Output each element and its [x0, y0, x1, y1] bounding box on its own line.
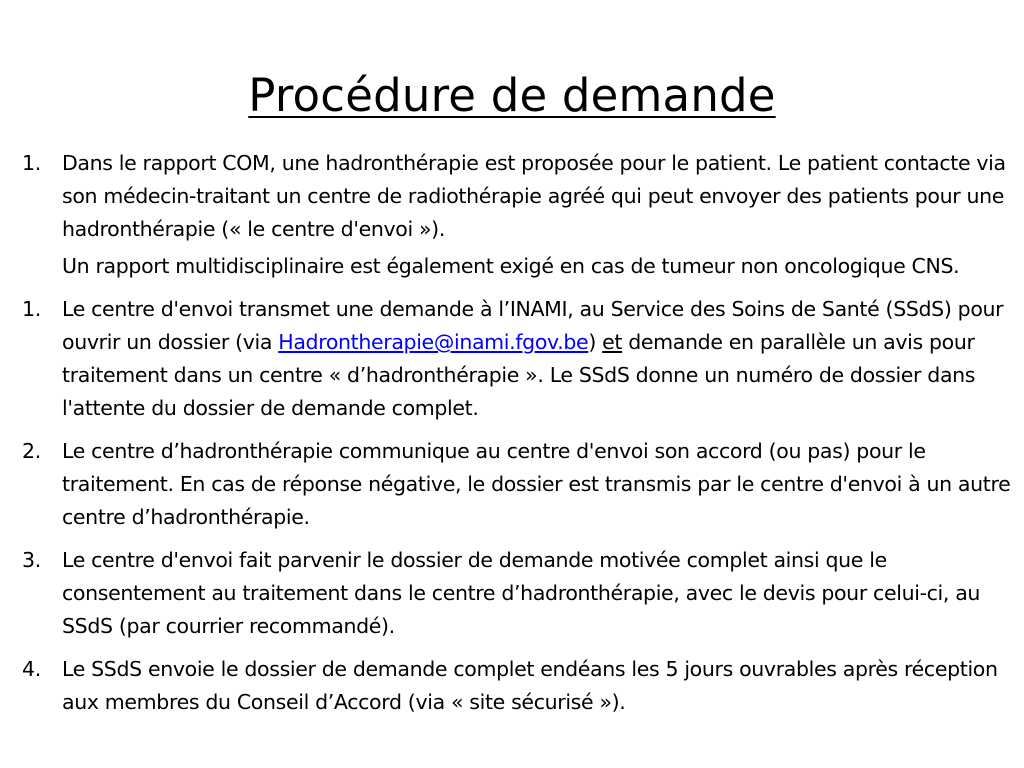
list-number: 1. [22, 151, 41, 175]
list-number: 1. [22, 297, 41, 321]
list-number: 2. [22, 439, 41, 463]
list-item-text: Dans le rapport COM, une hadronthérapie est proposée pour le patient. Le patient contacte via son médecin-traitant un centre de radiothérapie agréé qui peut envoyer des patients pour une hadronthérapie (« le centre d'envoi »). [62, 151, 1006, 241]
list-item-text: Le centre d’hadronthérapie communique au centre d'envoi son accord (ou pas) pour le traitement. En cas de réponse négative, le dossier est transmis par le centre d'envoi à un autre centre d’hadronthérapie. [62, 439, 1011, 529]
text-before-link: Le centre d'envoi transmet une demande à l’INAMI, au Service des Soins de Santé (SSdS) pour ouvrir un dossier (via [62, 297, 1004, 354]
list-item-3 [22, 435, 1012, 534]
emphasis-text: et [602, 330, 623, 354]
list-item-2 [22, 293, 1012, 425]
slide-title: Procédure de demande [248, 69, 776, 122]
email-link[interactable]: Hadrontherapie@inami.fgov.be [278, 330, 589, 354]
procedure-list [22, 147, 1012, 729]
list-item-text [62, 293, 1012, 425]
list-item-4 [22, 544, 1012, 643]
list-item-continuation: Un rapport multidisciplinaire est également exigé en cas de tumeur non oncologique CNS. [62, 254, 960, 278]
text-end: demande en parallèle un avis pour traitement dans un centre « d’hadronthérapie ». Le SSdS donne un numéro de dossier dans l'attente du dossier de demande complet. [62, 330, 976, 420]
list-item-1 [22, 147, 1012, 246]
text-after-link: ) [588, 330, 603, 354]
list-item-text: Le SSdS envoie le dossier de demande complet endéans les 5 jours ouvrables après réception aux membres du Conseil d’Accord (via « site sécurisé »). [62, 657, 998, 714]
list-number: 3. [22, 548, 41, 572]
list-item-5 [22, 653, 1012, 719]
list-number: 4. [22, 657, 41, 681]
list-item-text: Le centre d'envoi fait parvenir le dossier de demande motivée complet ainsi que le consentement au traitement dans le centre d’hadronthérapie, avec le devis pour celui-ci, au SSdS (par courrier recommandé). [62, 548, 981, 638]
